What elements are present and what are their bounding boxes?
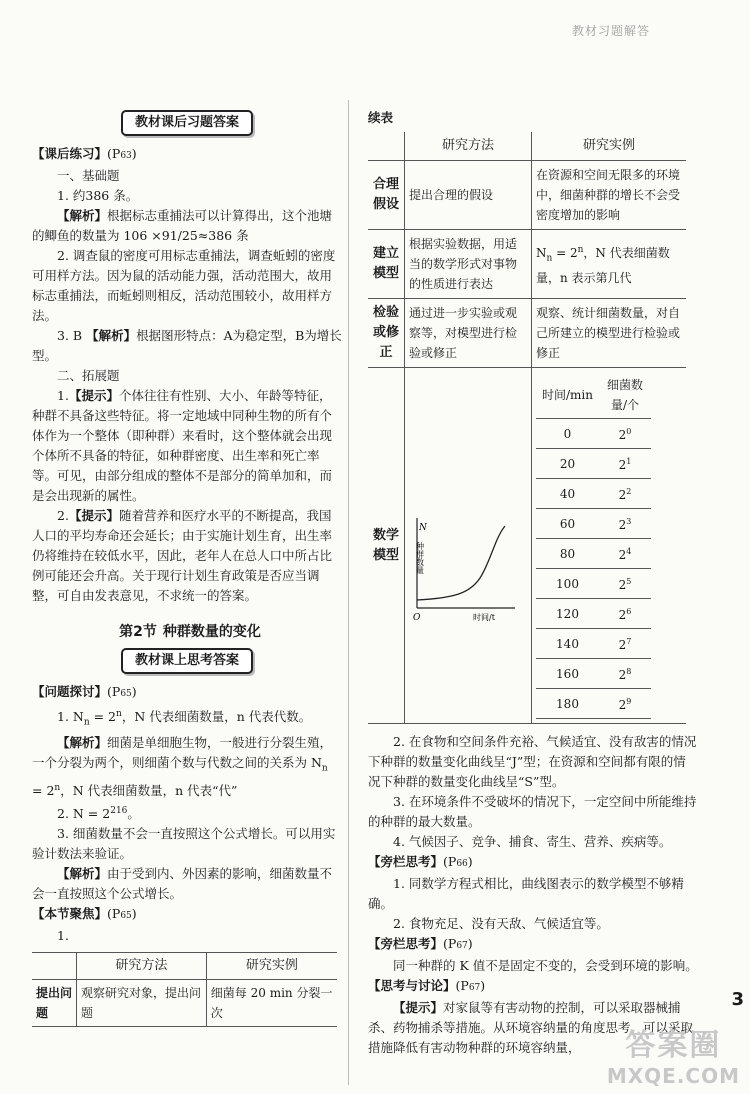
- dt-count: $2^0$: [599, 419, 651, 449]
- page-number: 3: [731, 989, 744, 1010]
- table-header-method: 研究方法: [77, 953, 207, 980]
- dt-time: 80: [536, 539, 599, 569]
- origin-label: O: [413, 612, 421, 623]
- dt-row: [536, 629, 651, 659]
- answer-a2: 2. 在食物和空间条件充裕、气候适宜、没有敌害的情况下种群的数量变化曲线呈“J”型；在资源和空间都有限的情况下种群的数量变化曲线呈“S”型。: [368, 734, 697, 789]
- t2-example-verify: 观察、统计细菌数量，对自己所建立的模型进行检验或修正: [532, 299, 687, 368]
- dt-time: 20: [536, 449, 599, 479]
- analysis-q1: 【解析】细菌是单细胞生物，一般进行分裂生殖，一个分裂为两个，则细菌个数与代数之间的关系为 $N_n = 2^n$，N 代表细菌数量，n 代表“代”: [32, 734, 333, 799]
- x-axis-label: 时间/t: [473, 612, 495, 622]
- growth-curve-graph: [405, 458, 523, 628]
- t2-label-model: 建立模型: [368, 230, 405, 299]
- t2-example-hypothesis: 在资源和空间无限多的环境中，细菌种群的增长不会受密度增加的影响: [532, 161, 687, 230]
- analysis-b1: 【解析】根据标志重捕法可以计算得出，这个池塘的鲫鱼的数量为 106 ×91/25≈386 条: [32, 208, 333, 243]
- left-column: [32, 108, 342, 1027]
- bacteria-data-table: [536, 372, 651, 719]
- dt-time: 40: [536, 479, 599, 509]
- j-curve: [417, 526, 505, 600]
- t2-header-method: 研究方法: [405, 132, 532, 161]
- dt-row: [536, 689, 651, 719]
- t2-corner: [368, 132, 405, 161]
- t2-graph-cell: [405, 368, 532, 724]
- dt-time: 60: [536, 509, 599, 539]
- continued-table: [368, 132, 686, 724]
- table-cell-method: 观察研究对象，提出问题: [77, 980, 207, 1027]
- dt-count: $2^4$: [599, 539, 651, 569]
- side-note-2-answer: 同一种群的 K 值不是固定不变的，会受到环境的影响。: [393, 958, 698, 973]
- dt-row: [536, 509, 651, 539]
- table-row-label: 提出问题: [32, 980, 77, 1027]
- table-cell-example: 细菌每 20 min 分裂一次: [206, 980, 337, 1027]
- dt-time: 180: [536, 689, 599, 719]
- dt-count: $2^7$: [599, 629, 651, 659]
- dt-row: [536, 449, 651, 479]
- dt-count: $2^2$: [599, 479, 651, 509]
- answer-b2: 2. 调查鼠的密度可用标志重捕法，调查蚯蚓的密度可用样方法。因为鼠的活动能力强，活动范围大，故用标志重捕法，而蚯蚓则相反，活动范围较小，故用样方法。: [32, 248, 336, 323]
- dt-header-count: 细菌数量/个: [599, 372, 651, 419]
- focus-heading: 【本节聚焦】(P65): [32, 906, 137, 922]
- analysis-q3: 【解析】由于受到内、外因素的影响，细菌数量不会一直按照这个公式增长。: [32, 866, 333, 902]
- dt-time: 0: [536, 419, 599, 449]
- dt-count: $2^6$: [599, 599, 651, 629]
- dt-time: 100: [536, 569, 599, 599]
- t2-method-model: 根据实验数据，用适当的数学形式对事物的性质进行表达: [405, 230, 532, 299]
- dt-count: $2^5$: [599, 569, 651, 599]
- answer-q2: 2. $N = 2^{216}$。: [57, 806, 140, 822]
- answer-q3: 3. 细菌数量不会一直按照这个公式增长。可以用实验计数法来验证。: [32, 826, 336, 862]
- dt-time: 120: [536, 599, 599, 629]
- continued-label: 续表: [368, 110, 394, 125]
- page-header: 教材习题解答: [571, 24, 650, 38]
- dt-count: $2^3$: [599, 509, 651, 539]
- watermark-logo: 答案圈 MXQE.COM: [606, 1028, 740, 1088]
- t2-method-verify: 通过进一步实验或观察等，对模型进行检验或修正: [405, 299, 532, 368]
- dt-row: [536, 569, 651, 599]
- dt-row: [536, 659, 651, 689]
- column-divider: [348, 100, 349, 1085]
- after-class-heading: 【课后练习】(P63): [32, 146, 137, 161]
- t2-example-model: $N_n = 2^n$，N 代表细菌数量，n 表示第几代: [532, 230, 687, 299]
- discussion-answer: 【提示】对家鼠等有害动物的控制，可以采取器械捕杀、药物捕杀等措施。从环境容纳量的角度思考，可以采取措施降低有害动物种群的环境容纳量，: [368, 1000, 694, 1055]
- answer-a4: 4. 气候因子、竞争、捕食、寄生、营养、疾病等。: [393, 834, 672, 849]
- focus-item-1: 1.: [57, 928, 69, 944]
- answer-q1: 1. $N_n = 2^n$，N 代表细菌数量，n 代表代数。: [57, 709, 312, 728]
- t2-header-example: 研究实例: [532, 132, 687, 161]
- section-title: 第2节 种群数量的变化: [119, 624, 261, 640]
- section-box-thinking: 教材课上思考答案: [121, 648, 253, 674]
- dt-count: $2^9$: [599, 689, 651, 719]
- table-corner: [32, 953, 77, 980]
- t2-label-math-model: 数学模型: [368, 368, 405, 724]
- dt-header-time: 时间/min: [536, 372, 599, 419]
- basic-heading: 一、基础题: [57, 168, 120, 183]
- t2-method-hypothesis: 提出合理的假设: [405, 161, 532, 230]
- t2-label-hypothesis: 合理假设: [368, 161, 405, 230]
- dt-row: [536, 539, 651, 569]
- answer-b1: 1. 约386 条。: [57, 188, 139, 203]
- answer-e1: 1.【提示】个体往往有性别、大小、年龄等特征，种群不具备这些特征。将一定地域中同种生物的所有个体作为一个整体（即种群）来看时，这个整体就会出现个体所不具备的特征，如种群密度、出生率和死亡率等。可见，由部分组成的整体不是部分的简单加和，而是会出现新的属性。: [32, 388, 333, 503]
- dt-count: $2^8$: [599, 659, 651, 689]
- side-note-heading-1: 【旁栏思考】(P66): [368, 854, 473, 869]
- side-note-heading-2: 【旁栏思考】(P67): [368, 936, 473, 951]
- discussion-heading: 【思考与讨论】(P67): [368, 978, 486, 993]
- answer-e2: 2.【提示】随着营养和医疗水平的不断提高，我国人口的平均寿命还会延长；由于实施计划生育，出生率仍将维持在较低水平，因此，老年人在总人口中所占比例可能还会升高。关于现行计划生育政策是否应当调整，可自由发表意见，不求统一的答案。: [32, 508, 333, 603]
- y-axis-symbol: N: [419, 522, 427, 533]
- extension-heading: 二、拓展题: [57, 368, 120, 383]
- t2-data-cell: [532, 368, 687, 724]
- section-box-homework: 教材课后习题答案: [121, 110, 253, 136]
- side-note-1-answer-2: 2. 食物充足、没有天敌、气候适宜等。: [393, 916, 609, 931]
- problem-heading: 【问题探讨】(P65): [32, 684, 137, 699]
- method-table: [32, 952, 337, 1027]
- dt-row: [536, 479, 651, 509]
- t2-label-verify: 检验或修正: [368, 299, 405, 368]
- right-column: [368, 108, 698, 1058]
- dt-time: 160: [536, 659, 599, 689]
- dt-count: $2^1$: [599, 449, 651, 479]
- dt-row: [536, 419, 651, 449]
- y-axis-label: 种群数量: [415, 541, 425, 574]
- side-note-1-answer-1: 1. 同数学方程式相比，曲线图表示的数学模型不够精确。: [368, 876, 684, 911]
- answer-a3: 3. 在环境条件不受破坏的情况下，一定空间中所能维持的种群的最大数量。: [368, 794, 697, 829]
- table-header-example: 研究实例: [206, 953, 337, 980]
- answer-b3: 3. B 【解析】根据图形特点：A为稳定型，B为增长型。: [32, 328, 342, 363]
- dt-row: [536, 599, 651, 629]
- dt-time: 140: [536, 629, 599, 659]
